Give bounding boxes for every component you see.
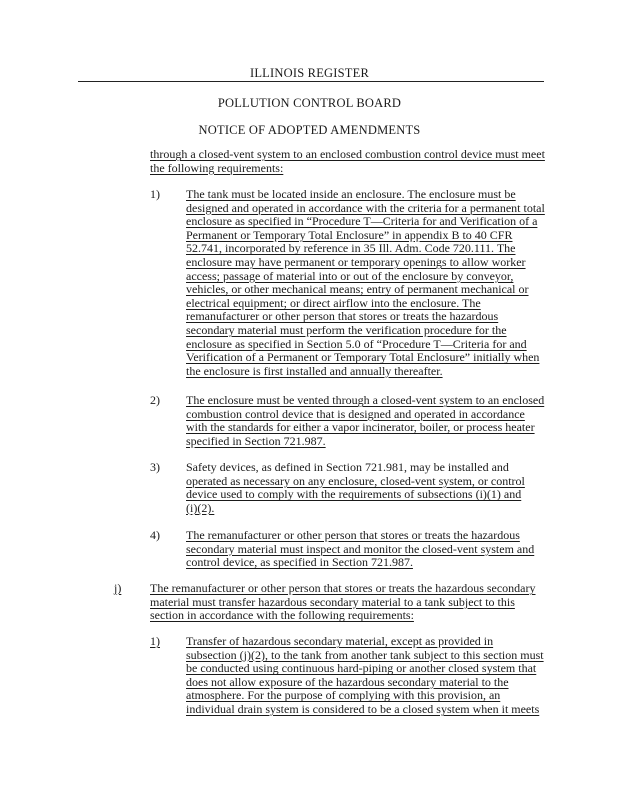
- item-line: control device, as specified in Section 721.987.: [186, 555, 413, 570]
- item-line: enclosure as specified in Section 5.0 of “Procedure T—Criteria for and: [186, 336, 527, 351]
- item-2-text: [186, 394, 546, 448]
- item-line: device used to comply with the requirements of subsections (i)(1) and: [186, 487, 522, 502]
- item-line: operated as necessary on any enclosure, closed-vent system, or control: [186, 473, 525, 488]
- item-line: combustion control device that is designed and operated in accordance: [186, 406, 525, 421]
- item-line: Transfer of hazardous secondary material, except as provided in: [186, 634, 494, 648]
- intro-line: the following requirements:: [150, 160, 284, 175]
- section-line: The remanufacturer or other person that stores or treats the hazardous secondary: [150, 581, 536, 595]
- item-line: enclosure as specified in “Procedure T—Criteria for and Verification of a: [186, 214, 538, 229]
- item-line: access; passage of material into or out of the enclosure by conveyor,: [186, 268, 514, 283]
- item-line: The remanufacturer or other person that stores or treats the hazardous: [186, 528, 520, 542]
- item-line: 52.741, incorporated by reference in 35 Ill. Adm. Code 720.111. The: [186, 241, 516, 256]
- intro-line: through a closed-vent system to an enclosed combustion control device must meet: [150, 147, 545, 161]
- item-line: specified in Section 721.987.: [186, 433, 326, 448]
- intro-paragraph: [150, 148, 550, 175]
- item-line: secondary material must inspect and monitor the closed-vent system and: [186, 541, 535, 556]
- section-j-item-1-marker: 1): [150, 634, 160, 648]
- item-4-text: [186, 529, 546, 570]
- section-j-item-1-text: [186, 635, 546, 717]
- item-line: subsection (j)(2), to the tank from another tank subject to this section must: [186, 647, 544, 662]
- notice-title: NOTICE OF ADOPTED AMENDMENTS: [198, 123, 421, 137]
- section-line: material must transfer hazardous secondary material to a tank subject to this: [150, 594, 515, 609]
- item-line: individual drain system is considered to be a closed system when it meets: [186, 701, 540, 716]
- item-line: Verification of a Permanent or Temporary Total Enclosure” initially when: [186, 350, 540, 365]
- board-title: POLLUTION CONTROL BOARD: [217, 96, 402, 110]
- item-line: does not allow exposure of the hazardous secondary material to the: [186, 674, 509, 689]
- section-j-marker: j): [114, 581, 122, 595]
- item-line: atmosphere. For the purpose of complying with this provision, an: [186, 688, 501, 703]
- item-line: secondary material must perform the verification procedure for the: [186, 322, 507, 337]
- item-line: Permanent or Temporary Total Enclosure” in appendix B to 40 CFR: [186, 227, 513, 242]
- item-line: be conducted using continuous hard-piping or another closed system that: [186, 661, 537, 676]
- item-1-marker: 1): [150, 187, 160, 201]
- item-line: with the standards for either a vapor incinerator, boiler, or process heater: [186, 420, 535, 435]
- item-line: enclosure may have permanent or temporary openings to allow worker: [186, 254, 526, 269]
- item-line: (i)(2).: [186, 500, 215, 515]
- item-2-marker: 2): [150, 393, 160, 407]
- item-line: vehicles, or other mechanical means; entry of permanent mechanical or: [186, 282, 529, 297]
- item-4-marker: 4): [150, 528, 160, 542]
- item-line: designed and operated in accordance with the criteria for a permanent total: [186, 200, 545, 215]
- item-3-text: [186, 461, 546, 515]
- item-line: The enclosure must be vented through a closed-vent system to an enclosed: [186, 393, 545, 407]
- section-line: section in accordance with the following requirements:: [150, 608, 414, 623]
- item-3-marker: 3): [150, 460, 160, 474]
- item-line: the enclosure is first installed and annually thereafter.: [186, 363, 443, 378]
- item-line: remanufacturer or other person that stores or treats the hazardous: [186, 309, 499, 324]
- item-line: The tank must be located inside an enclosure. The enclosure must be: [186, 187, 516, 201]
- item-1-text: [186, 188, 546, 378]
- register-title: ILLINOIS REGISTER: [249, 66, 369, 80]
- header-rule: [78, 81, 544, 82]
- item-line: Safety devices, as defined in Section 721.981, may be installed and: [186, 460, 509, 474]
- section-j-text: [150, 582, 550, 623]
- item-line: electrical equipment; or direct airflow into the enclosure. The: [186, 295, 481, 310]
